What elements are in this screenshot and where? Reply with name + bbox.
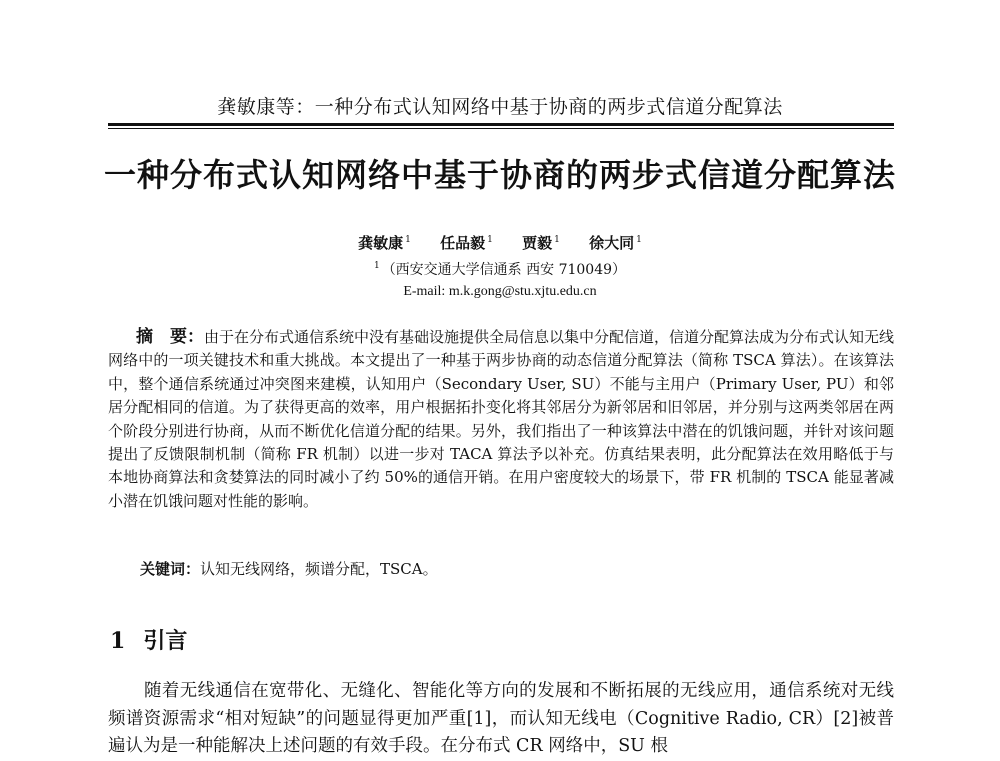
paper-title: 一种分布式认知网络中基于协商的两步式信道分配算法	[103, 156, 896, 194]
header-rule-thin	[108, 128, 894, 129]
author	[358, 232, 411, 253]
author-affil-mark: 1	[554, 235, 560, 245]
author-name: 贾毅	[522, 234, 553, 252]
author-affil-mark: 1	[636, 235, 642, 245]
affiliation-text: （西安交通大学信通系 西安 710049）	[381, 262, 627, 278]
section-number: 1	[110, 628, 126, 654]
running-head: 龚敏康等：一种分布式认知网络中基于协商的两步式信道分配算法	[217, 96, 783, 118]
abstract-text: 由于在分布式通信系统中没有基础设施提供全局信息以集中分配信道，信道分配算法成为分布式认知无线网络中的一项关键技术和重大挑战。本文提出了一种基于两步协商的动态信道分配算法（简称 TSCA 算法）。在该算法中，整个通信系统通过冲突图来建模，认知用户（Secondary User, SU）不能与主用户（Primary User, PU）和邻居分配相同的信道。为了获得更高的效率，用户根据拓扑变化将其邻居分为新邻居和旧邻居，并分别与这两类邻居在两个阶段分别进行协商，从而不断优化信道分配的结果。另外，我们指出了一种该算法中潜在的饥饿问题，并针对该问题提出了反馈限制机制（简称 FR 机制）以进一步对 TACA 算法予以补充。仿真结果表明，此分配算法在效用略低于与本地协商算法和贪婪算法的同时减小了约 50%的通信开销。在用户密度较大的场景下，带 FR 机制的 TSCA 能显著减小潜在饥饿问题对性能的影响。	[108, 328, 895, 510]
keywords-label: 关键词：	[140, 560, 201, 578]
author	[440, 232, 493, 253]
abstract-label: 摘 要：	[136, 327, 204, 347]
author	[522, 232, 560, 253]
section-heading	[110, 624, 187, 655]
affiliation	[0, 259, 1000, 279]
author-name: 徐大同	[589, 234, 635, 252]
author-affil-mark: 1	[405, 235, 411, 245]
affiliation-mark: 1	[373, 261, 380, 272]
body-paragraph: 随着无线通信在宽带化、无缝化、智能化等方向的发展和不断拓展的无线应用，通信系统对无线频谱资源需求“相对短缺”的问题显得更加严重[1]，而认知无线电（Cognitive Radio, CR）[2]被普遍认为是一种能解决上述问题的有效手段。在分布式 CR 网络中，SU 根	[108, 681, 894, 756]
section-title: 引言	[143, 628, 188, 654]
author-list	[0, 232, 1000, 253]
author-name: 龚敏康	[358, 234, 404, 252]
author-name: 任品毅	[440, 234, 486, 252]
keywords	[140, 558, 900, 579]
author-email: E-mail: m.k.gong@stu.xjtu.edu.cn	[403, 284, 597, 299]
abstract	[108, 326, 894, 513]
header-rule-thick	[108, 123, 894, 126]
keywords-text: 认知无线网络，频谱分配，TSCA。	[200, 560, 438, 578]
author	[589, 232, 642, 253]
author-affil-mark: 1	[487, 235, 493, 245]
